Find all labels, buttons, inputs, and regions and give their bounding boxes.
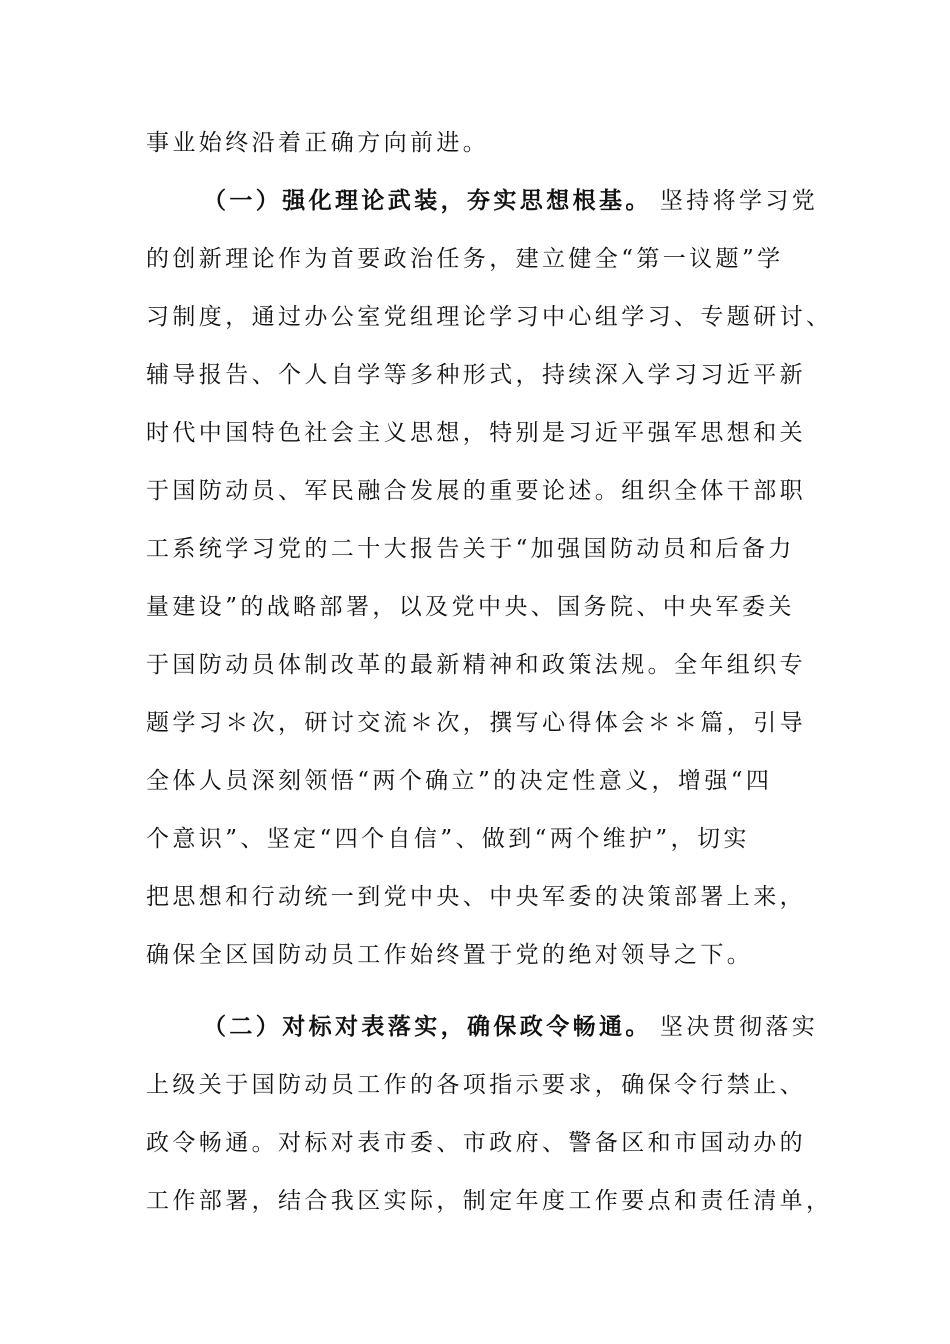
text-line: 于国防动员、军民融合发展的重要论述。组织全体干部职 xyxy=(146,478,806,504)
text-line: 习制度，通过办公室党组理论学习中心组学习、专题研讨、 xyxy=(146,304,833,330)
section-2-lead-text: 坚决贯彻落实 xyxy=(659,1014,819,1040)
text-line: 题学习＊次，研讨交流＊次，撰写心得体会＊＊篇，引导 xyxy=(146,710,806,736)
text-line: 的创新理论作为首要政治任务，建立健全“第一议题”学 xyxy=(146,246,784,272)
text-line: 事业始终沿着正确方向前进。 xyxy=(146,130,490,156)
text-line: 个意识”、坚定“四个自信”、做到“两个维护”，切实 xyxy=(146,826,750,852)
text-line: 政令畅通。对标对表市委、市政府、警备区和市国动办的 xyxy=(146,1130,806,1156)
text-line: 辅导报告、个人自学等多种形式，持续深入学习习近平新 xyxy=(146,362,806,388)
text-line: 上级关于国防动员工作的各项指示要求，确保令行禁止、 xyxy=(146,1072,806,1098)
text-line: 工作部署，结合我区实际，制定年度工作要点和责任清单， xyxy=(146,1188,833,1214)
section-1-heading: （一）强化理论武装，夯实思想根基。 xyxy=(203,187,652,214)
text-line: 于国防动员体制改革的最新精神和政策法规。全年组织专 xyxy=(146,652,806,678)
text-line: 全体人员深刻领悟“两个确立”的决定性意义，增强“四 xyxy=(146,768,773,794)
section-2-heading: （二）对标对表落实，确保政令畅通。 xyxy=(203,1013,652,1040)
text-line: 把思想和行动统一到党中央、中央军委的决策部署上来， xyxy=(146,884,806,910)
text-line: 时代中国特色社会主义思想，特别是习近平强军思想和关 xyxy=(146,420,806,446)
text-line: 确保全区国防动员工作始终置于党的绝对领导之下。 xyxy=(146,942,754,968)
text-line: 工系统学习党的二十大报告关于“加强国防动员和后备力 xyxy=(146,536,795,562)
section-2-paragraph-start xyxy=(203,1011,818,1043)
section-1-lead-text: 坚持将学习党 xyxy=(659,188,819,214)
section-1-paragraph-start xyxy=(203,185,818,217)
text-line: 量建设”的战略部署，以及党中央、国务院、中央军委关 xyxy=(146,594,795,620)
